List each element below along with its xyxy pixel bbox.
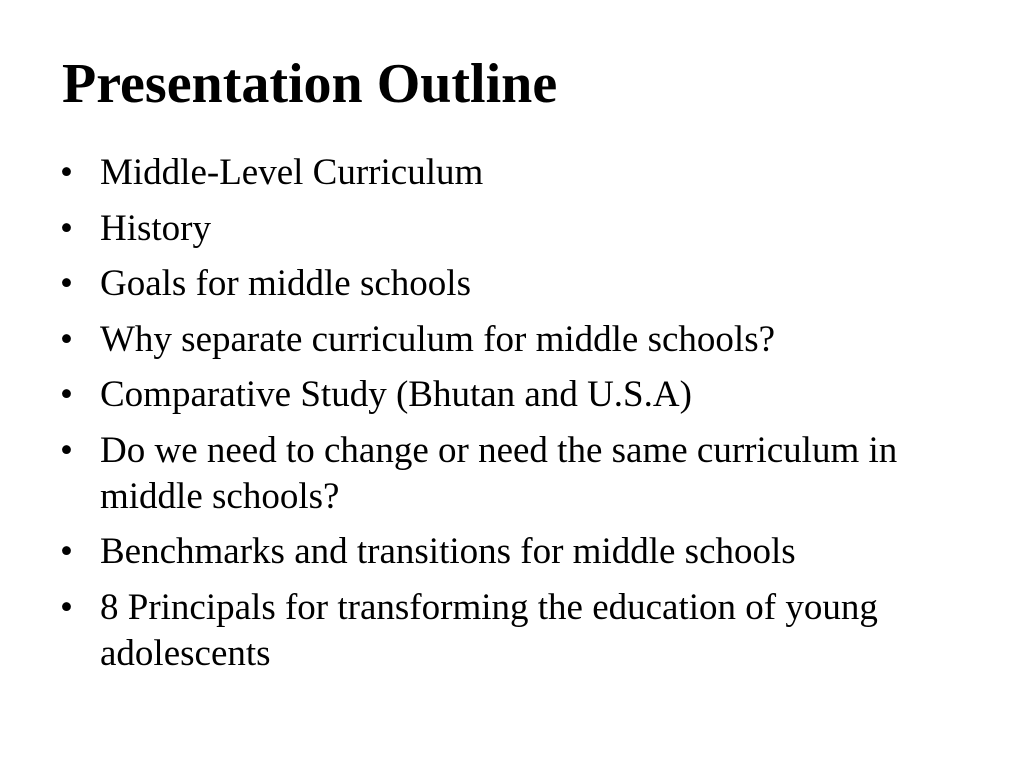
bullet-text: History	[100, 207, 211, 249]
bullet-dot-icon: •	[60, 374, 73, 415]
bullet-dot-icon: •	[60, 318, 73, 360]
bullet-item	[0, 428, 1024, 520]
bullet-item	[0, 317, 1024, 363]
bullet-item	[0, 150, 1024, 196]
bullet-text: 8 Principals for transforming the education of young adolescents	[100, 586, 878, 674]
bullet-dot-icon: •	[60, 207, 73, 249]
bullet-text: Middle-Level Curriculum	[100, 152, 484, 193]
bullet-item	[0, 529, 1024, 575]
bullet-item	[0, 372, 1024, 418]
bullet-dot-icon: •	[60, 152, 73, 193]
bullet-dot-icon: •	[60, 429, 73, 471]
bullet-item	[0, 585, 1024, 677]
bullet-list	[0, 150, 1024, 686]
bullet-text: Why separate curriculum for middle schools?	[100, 318, 776, 360]
bullet-dot-icon: •	[60, 531, 73, 572]
bullet-item	[0, 206, 1024, 252]
bullet-text: Comparative Study (Bhutan and U.S.A)	[100, 374, 692, 415]
bullet-text: Do we need to change or need the same curriculum in middle schools?	[100, 429, 898, 517]
bullet-item	[0, 261, 1024, 307]
bullet-text: Goals for middle schools	[100, 263, 471, 304]
bullet-dot-icon: •	[60, 586, 73, 628]
bullet-dot-icon: •	[60, 263, 73, 304]
bullet-text: Benchmarks and transitions for middle schools	[100, 531, 796, 572]
slide-title: Presentation Outline	[62, 53, 558, 115]
